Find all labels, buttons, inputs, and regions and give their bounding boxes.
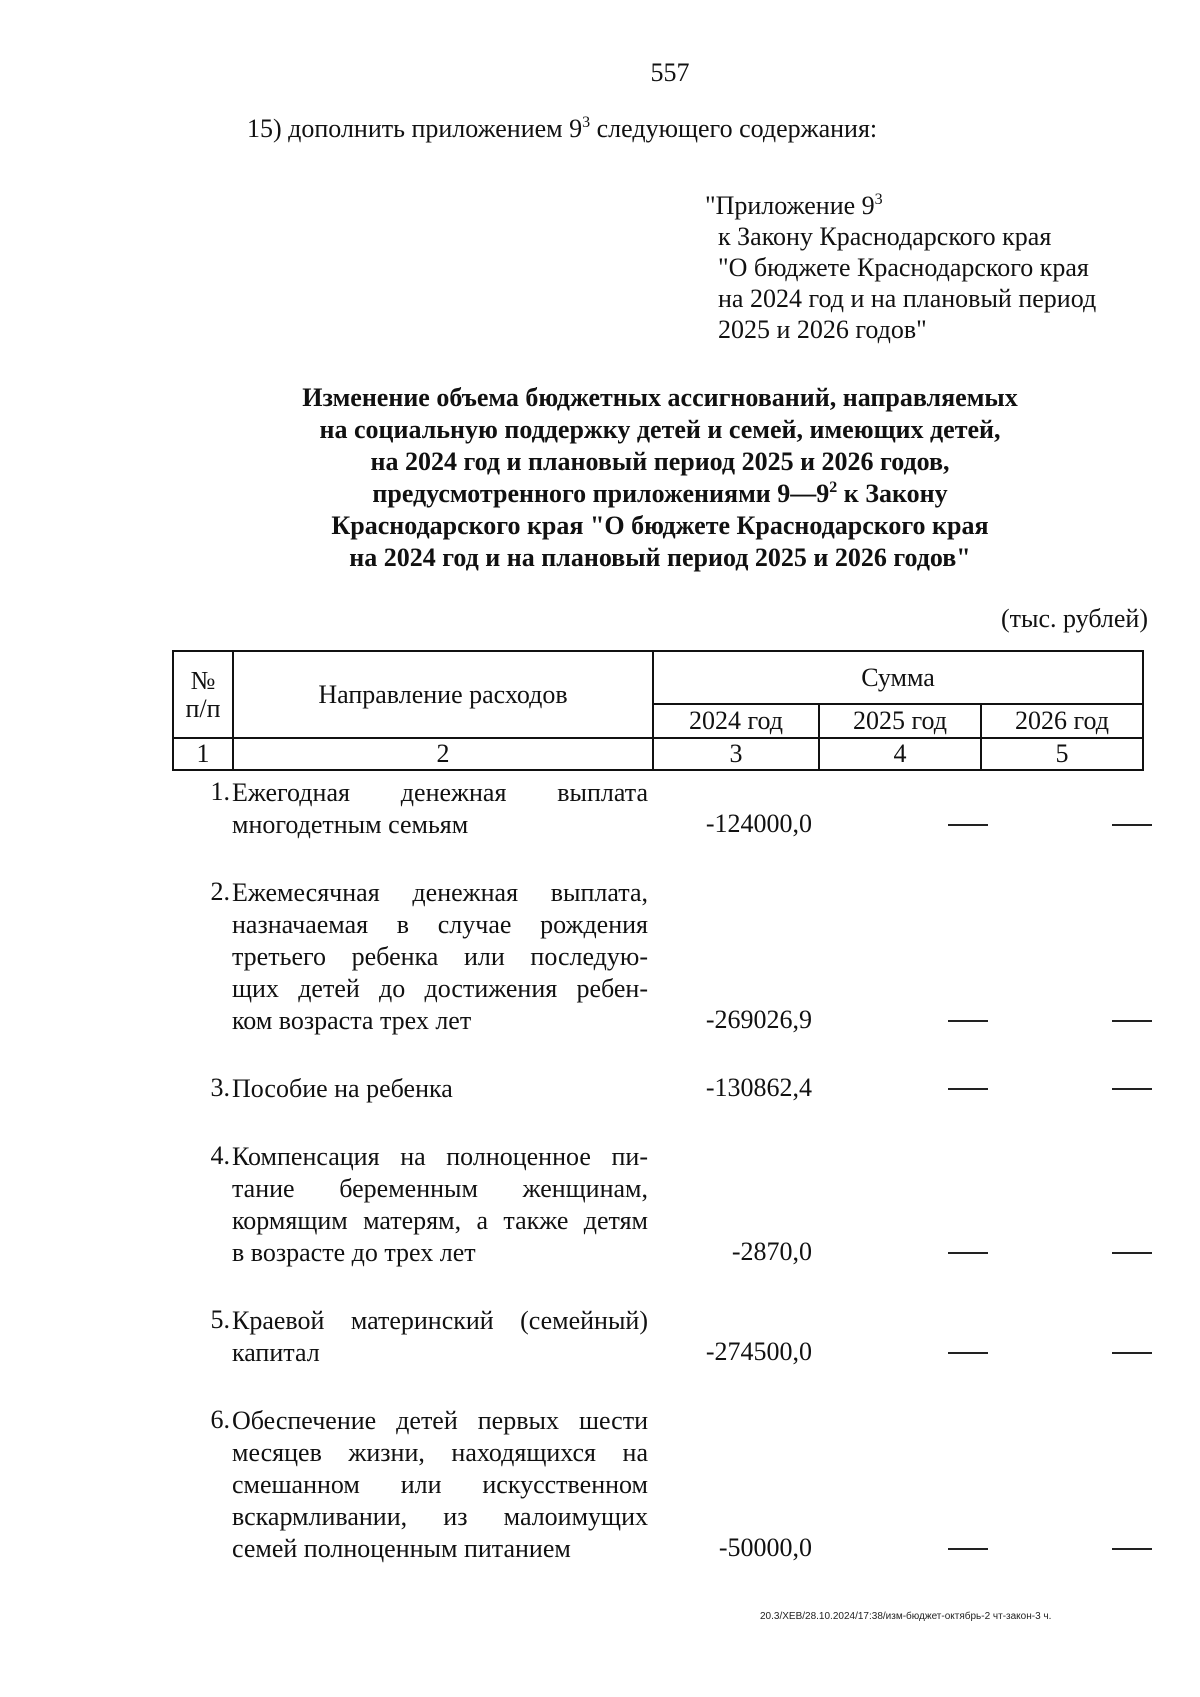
row-4-line-3: кормящим матерям, а также детям: [232, 1206, 648, 1235]
row-2-line-5: ком возраста трех лет: [232, 1006, 472, 1035]
row-3-text: [232, 1073, 648, 1105]
row-4-line-1: Компенсация на полноценное пи-: [232, 1142, 648, 1171]
row-4-line-2: тание беременным женщинам,: [232, 1174, 648, 1203]
row-1-dash-2025: [948, 824, 988, 826]
row-3-line-1: Пособие на ребенка: [232, 1074, 453, 1103]
column-number-5: 5: [981, 738, 1143, 770]
row-6-line-4: вскармливании, из малоимущих: [232, 1502, 648, 1531]
header-num-line-2: п/п: [185, 693, 221, 723]
intro-prefix: 15) дополнить приложением 9: [247, 114, 583, 143]
column-number-4: 4: [819, 738, 981, 770]
row-3-amount-2024: -130862,4: [705, 1073, 812, 1102]
row-4-dash-2026: [1112, 1252, 1152, 1254]
table-header: [172, 650, 1144, 771]
appendix-line-5: 2025 и 2026 годов": [718, 315, 927, 344]
row-1-text: [232, 777, 648, 841]
title-line-4-sup: 2: [829, 479, 838, 496]
header-year-2026: 2026 год: [981, 704, 1143, 738]
row-5-line-2: капитал: [232, 1338, 320, 1367]
row-6-line-5: семей полноценным питанием: [232, 1534, 571, 1563]
page-number: 557: [650, 58, 690, 87]
document-title: [160, 382, 1160, 574]
header-num-line-1: №: [190, 665, 216, 695]
row-6-dash-2026: [1112, 1548, 1152, 1550]
appendix-line-2: к Закону Краснодарского края: [718, 222, 1052, 251]
title-line-2: на социальную поддержку детей и семей, имеющих детей,: [319, 415, 1001, 444]
row-2-number: 2.: [210, 877, 230, 906]
row-4-amount-2024: -2870,0: [731, 1237, 812, 1266]
row-3-dash-2025: [948, 1088, 988, 1090]
row-1-dash-2026: [1112, 824, 1152, 826]
row-6-amount-2024: -50000,0: [718, 1533, 812, 1562]
appendix-line-1-text: "Приложение 9: [705, 191, 875, 220]
column-number-1: 1: [173, 738, 233, 770]
row-6-line-2: месяцев жизни, находящихся на: [232, 1438, 648, 1467]
row-5-dash-2025: [948, 1352, 988, 1354]
row-2-line-3: третьего ребенка или последую-: [232, 942, 648, 971]
footer-file-reference: 20.3/ХЕВ/28.10.2024/17:38/изм-бюджет-октябрь-2 чт-закон-3 ч.: [760, 1611, 1052, 1622]
intro-sup: 3: [582, 114, 591, 131]
row-2-line-1: Ежемесячная денежная выплата,: [232, 878, 648, 907]
row-3-number: 3.: [210, 1073, 230, 1102]
appendix-line-1-sup: 3: [874, 191, 883, 208]
title-line-4-prefix: предусмотренного приложениями 9—9: [372, 479, 830, 508]
row-6-text: [232, 1405, 648, 1565]
row-2-text: [232, 877, 648, 1037]
row-5-text: [232, 1305, 648, 1369]
row-2-line-2: назначаемая в случае рождения: [232, 910, 648, 939]
title-line-4-suffix: к Закону: [837, 479, 948, 508]
row-2-dash-2026: [1112, 1020, 1152, 1022]
appendix-line-3: "О бюджете Краснодарского края: [718, 253, 1089, 282]
row-6-line-1: Обеспечение детей первых шести: [232, 1406, 648, 1435]
title-line-1: Изменение объема бюджетных ассигнований, направляемых: [302, 383, 1018, 412]
header-sum: Сумма: [653, 651, 1143, 704]
column-number-2: 2: [233, 738, 653, 770]
row-5-amount-2024: -274500,0: [705, 1337, 812, 1366]
title-line-4: [160, 478, 1160, 510]
row-1-amount-2024: -124000,0: [705, 809, 812, 838]
row-5-line-1: Краевой материнский (семейный): [232, 1306, 648, 1335]
row-5-dash-2026: [1112, 1352, 1152, 1354]
title-line-6: на 2024 год и на плановый период 2025 и 2026 годов": [349, 543, 971, 572]
row-4-line-4: в возрасте до трех лет: [232, 1238, 476, 1267]
appendix-line-4: на 2024 год и на плановый период: [718, 284, 1097, 313]
header-year-2024: 2024 год: [653, 704, 819, 738]
row-4-number: 4.: [210, 1141, 230, 1170]
appendix-line-1: [705, 190, 1096, 221]
row-3-dash-2026: [1112, 1088, 1152, 1090]
row-2-amount-2024: -269026,9: [705, 1005, 812, 1034]
header-num-cell: [173, 651, 233, 738]
row-6-number: 6.: [210, 1405, 230, 1434]
intro-line: [247, 114, 877, 144]
title-line-5: Краснодарского края "О бюджете Краснодарского края: [331, 511, 989, 540]
row-1-number: 1.: [210, 777, 230, 806]
row-2-line-4: щих детей до достижения ребен-: [232, 974, 648, 1003]
row-5-number: 5.: [210, 1305, 230, 1334]
appendix-header: [705, 190, 1096, 345]
units-label: (тыс. рублей): [1000, 604, 1148, 633]
column-number-3: 3: [653, 738, 819, 770]
row-4-text: [232, 1141, 648, 1269]
row-2-dash-2025: [948, 1020, 988, 1022]
row-1-line-1: Ежегодная денежная выплата: [232, 778, 648, 807]
row-4-dash-2025: [948, 1252, 988, 1254]
header-year-2025: 2025 год: [819, 704, 981, 738]
title-line-3: на 2024 год и плановый период 2025 и 2026 годов,: [370, 447, 950, 476]
row-1-line-2: многодетным семьям: [232, 810, 469, 839]
row-6-line-3: смешанном или искусственном: [232, 1470, 648, 1499]
row-6-dash-2025: [948, 1548, 988, 1550]
intro-suffix: следующего содержания:: [590, 114, 878, 143]
header-direction: Направление расходов: [233, 651, 653, 738]
